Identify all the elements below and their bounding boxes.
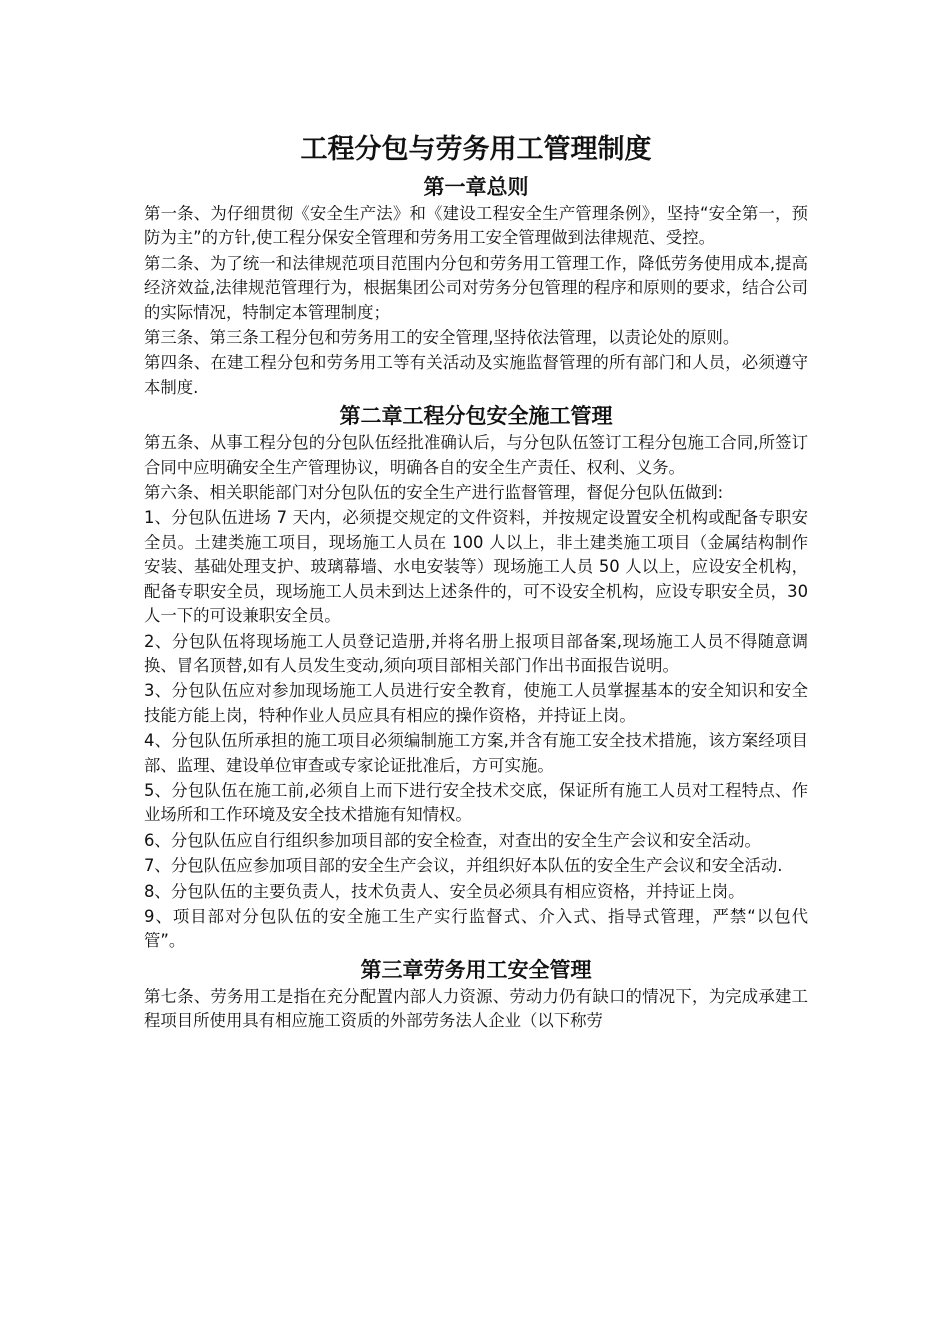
article-paragraph: 第四条、在建工程分包和劳务用工等有关活动及实施监督管理的所有部门和人员，必须遵守本制度. — [144, 353, 808, 397]
article-paragraph: 第三条、第三条工程分包和劳务用工的安全管理,坚持依法管理，以责论处的原则。 — [144, 328, 740, 348]
chapter-section — [144, 955, 808, 1034]
article-paragraph: 6、分包队伍应自行组织参加项目部的安全检查，对查出的安全生产会议和安全活动。 — [144, 830, 761, 850]
article-paragraph: 3、分包队伍应对参加现场施工人员进行安全教育，使施工人员掌握基本的安全知识和安全技能方能上岗，特种作业人员应具有相应的操作资格，并持证上岗。 — [144, 681, 808, 725]
article-paragraph: 第七条、劳务用工是指在充分配置内部人力资源、劳动力仍有缺口的情况下，为完成承建工程项目所使用具有相应施工资质的外部劳务法人企业（以下称劳 — [144, 986, 808, 1031]
article-paragraph: 2、分包队伍将现场施工人员登记造册,并将名册上报项目部备案,现场施工人员不得随意调换、冒名顶替,如有人员发生变动,须向项目部相关部门作出书面报告说明。 — [144, 631, 808, 675]
article-paragraph: 4、分包队伍所承担的施工项目必须编制施工方案,并含有施工安全技术措施，该方案经项目部、监理、建设单位审查或专家论证批准后，方可实施。 — [144, 731, 808, 775]
article-paragraph: 5、分包队伍在施工前,必须自上而下进行安全技术交底，保证所有施工人员对工程特点、作业场所和工作环境及安全技术措施有知情权。 — [144, 780, 808, 825]
chapter-section — [144, 172, 808, 400]
article-paragraph: 8、分包队伍的主要负责人，技术负责人、安全员必须具有相应资格，并持证上岗。 — [144, 881, 745, 901]
article-paragraph: 第一条、为仔细贯彻《安全生产法》和《建设工程安全生产管理条例》，坚持“安全第一，预防为主”的方针,使工程分保安全管理和劳务用工安全管理做到法律规范、受控。 — [144, 204, 808, 248]
article-paragraph: 第六条、相关职能部门对分包队伍的安全生产进行监督管理，督促分包队伍做到: — [144, 483, 724, 503]
document-page — [144, 128, 808, 1035]
chapter-list — [144, 172, 808, 1034]
article-paragraph: 7、分包队伍应参加项目部的安全生产会议，并组织好本队伍的安全生产会议和安全活动. — [144, 856, 783, 876]
chapter-heading: 第二章工程分包安全施工管理 — [339, 403, 613, 429]
document-title: 工程分包与劳务用工管理制度 — [300, 134, 652, 165]
article-paragraph: 第二条、为了统一和法律规范项目范围内分包和劳务用工管理工作，降低劳务使用成本,提高经济效益,法律规范管理行为，根据集团公司对劳务分包管理的程序和原则的要求，结合公司的实际情况，特制定本管理制度； — [144, 253, 808, 322]
chapter-section — [144, 401, 808, 954]
article-paragraph: 第五条、从事工程分包的分包队伍经批准确认后，与分包队伍签订工程分包施工合同,所签订合同中应明确安全生产管理协议，明确各自的安全生产责任、权利、义务。 — [144, 433, 808, 477]
chapter-heading: 第三章劳务用工安全管理 — [360, 956, 592, 982]
article-paragraph: 9、项目部对分包队伍的安全施工生产实行监督式、介入式、指导式管理，严禁“以包代管”。 — [144, 906, 808, 951]
article-paragraph: 1、分包队伍进场 7 天内，必须提交规定的文件资料，并按规定设置安全机构或配备专职安全员。土建类施工项目，现场施工人员在 100 人以上，非土建类施工项目（金属结构制作安装、基础处理支护、玻璃幕墙、水电安装等）现场施工人员 50 人以上，应设安全机构，配备专职安全员，现场施工人员未到达上述条件的，可不设安全机构，应设专职安全员，30 人一下的可设兼职安全员。 — [144, 508, 808, 626]
chapter-heading: 第一章总则 — [423, 174, 529, 199]
